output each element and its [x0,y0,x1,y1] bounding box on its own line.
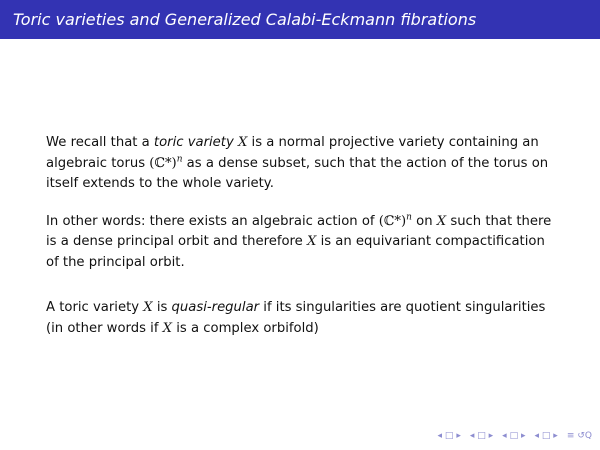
beamer-navigation-bar [438,430,592,442]
math-torus: (ℂ*) [149,155,177,171]
nav-next-doc-icon[interactable]: ▸ [553,431,558,441]
text-run: on [411,213,437,229]
nav-next-section-icon[interactable]: ▸ [520,431,526,441]
text-run: is a complex orbifold) [172,320,319,336]
math-x: X [143,300,153,315]
text-run: In other words: there exists an algebraic action of [46,213,379,229]
math-x: X [162,320,173,336]
nav-next-frame-icon[interactable]: ▸ [456,431,461,441]
nav-align-icon[interactable]: ≡ [566,431,575,441]
nav-prev-subsection-icon[interactable]: ◂ [469,431,475,441]
nav-first-icon[interactable]: ◂ [437,431,443,441]
text-run: as a dense subset, such that the action of the torus on itself extends to the whole variety. [46,155,549,191]
text-run: is [152,300,172,315]
paragraph-other-words [46,212,554,274]
math-exponent-n: n [176,154,183,165]
slide-title: Toric varieties and Generalized Calabi-Eckmann fibrations [13,10,477,29]
math-x: X [306,234,317,249]
nav-section-icon[interactable]: □ [509,431,519,441]
nav-prev-frame-icon[interactable]: ◂ [534,431,540,441]
paragraph-toric-definition [46,133,554,195]
nav-subsection-icon[interactable]: □ [477,431,486,441]
text-run: A toric variety [46,300,144,315]
math-x: X [237,135,248,150]
nav-next-subsection-icon[interactable]: ▸ [488,431,494,441]
text-run: is an equivariant compactification of the principal orbit. [46,234,545,270]
term-quasi-regular: quasi-regular [171,300,260,315]
term-toric-variety: toric variety [153,135,234,150]
math-torus: (ℂ*) [378,213,407,229]
nav-prev-section-icon[interactable]: ◂ [502,431,507,441]
slide-body [46,133,554,356]
math-exponent-n: n [406,212,412,223]
nav-frame-icon[interactable]: □ [444,431,454,441]
nav-doc-icon[interactable]: □ [541,431,551,441]
math-x: X [436,213,447,229]
nav-search-icon[interactable]: ↺Q [577,431,592,441]
paragraph-quasi-regular [46,298,554,339]
text-run: is a normal projective variety containing an algebraic torus [46,135,539,171]
slide-header [0,0,600,39]
text-run: such that there is a dense principal orbit and therefore [46,213,552,249]
text-run: if its singularities are quotient singularities (in other words if [46,300,546,336]
text-run: We recall that a [46,135,154,150]
